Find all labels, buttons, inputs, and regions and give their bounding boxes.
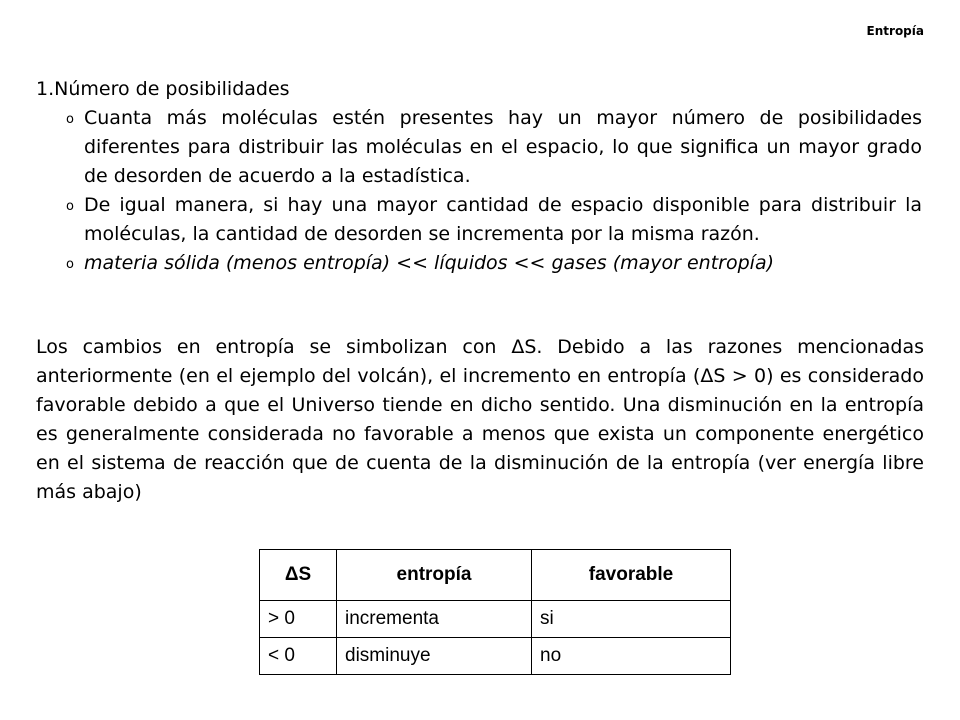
table-cell: < 0 — [260, 638, 337, 675]
entropy-table — [259, 549, 731, 675]
bullet-marker: o — [66, 112, 74, 127]
table-cell: > 0 — [260, 601, 337, 638]
bullet-list — [66, 104, 922, 278]
bullet-item — [66, 249, 922, 278]
bullet-marker: o — [66, 257, 74, 272]
table-cell: incrementa — [337, 601, 532, 638]
bullet-item — [66, 191, 922, 249]
table-cell: no — [532, 638, 731, 675]
section-heading: 1.Número de posibilidades — [36, 78, 290, 100]
bullet-marker: o — [66, 199, 74, 214]
page-header-title: Entropía — [866, 24, 924, 38]
table-header-cell: favorable — [532, 550, 731, 601]
bullet-item — [66, 104, 922, 191]
table-header-cell: ΔS — [260, 550, 337, 601]
body-paragraph: Los cambios en entropía se simbolizan con ΔS. Debido a las razones mencionadas anteriormente (en el ejemplo del volcán), el incremento en entropía (ΔS > 0) es considerado favorable debido a que el Universo tiende en dicho sentido. Una disminución en la entropía es generalmente considerada no favorable a menos que exista un componente energético en el sistema de reacción que de cuenta de la disminución de la entropía (ver energía libre más abajo) — [36, 336, 924, 503]
table-row — [260, 638, 731, 675]
table-header-row — [260, 550, 731, 601]
table-cell: disminuye — [337, 638, 532, 675]
bullet-text: De igual manera, si hay una mayor cantidad de espacio disponible para distribuir la moléculas, la cantidad de desorden se incrementa por la misma razón. — [84, 194, 922, 245]
bullet-text: materia sólida (menos entropía) << líquidos << gases (mayor entropía) — [84, 252, 775, 274]
table-cell: si — [532, 601, 731, 638]
bullet-text: Cuanta más moléculas estén presentes hay un mayor número de posibilidades diferentes para distribuir las moléculas en el espacio, lo que significa un mayor grado de desorden de acuerdo a la estadística. — [84, 107, 922, 187]
table-row — [260, 601, 731, 638]
table-header-cell: entropía — [337, 550, 532, 601]
